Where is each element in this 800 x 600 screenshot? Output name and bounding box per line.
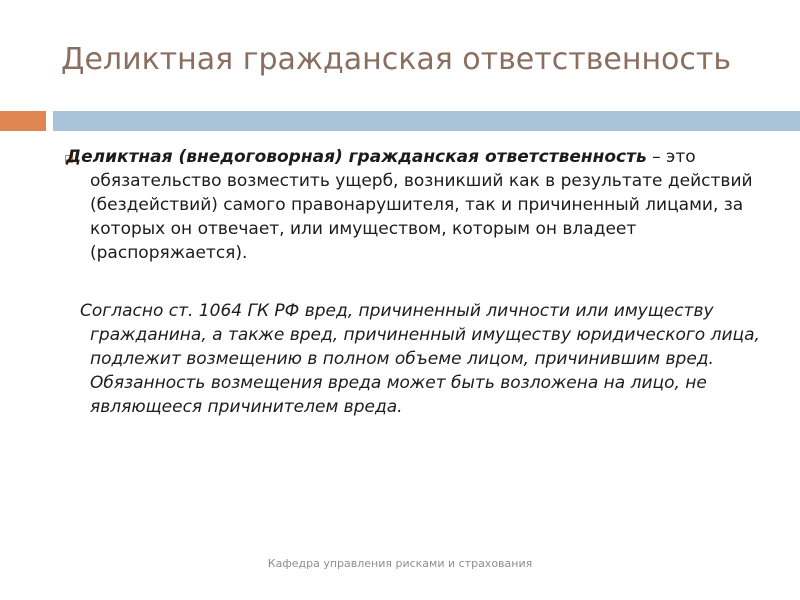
definition-paragraph (66, 145, 790, 265)
law-reference-paragraph: Согласно ст. 1064 ГК РФ вред, причиненный личности или имуществу гражданина, а также вред, причиненный имуществу юридического лица, подлежит возмещению в полном объеме лицом, причинившим вред. Обязанность возмещения вреда может быть возложена на лицо, не являющееся причинителем вреда. (80, 301, 760, 417)
definition-term: Деликтная (внедоговорная) гражданская ответственность (66, 147, 647, 167)
title-underline-bar (53, 111, 800, 131)
slide-title: Деликтная гражданская ответственность (61, 42, 732, 77)
accent-bar (0, 111, 46, 131)
slide-footer: Кафедра управления рисками и страхования (267, 557, 533, 570)
definition-text: – это обязательство возместить ущерб, возникший как в результате действий (бездействий) самого правонарушителя, так и причиненный лицами, за которых он отвечает, или имуществом, которым он владеет (распоряжается). (90, 147, 753, 263)
